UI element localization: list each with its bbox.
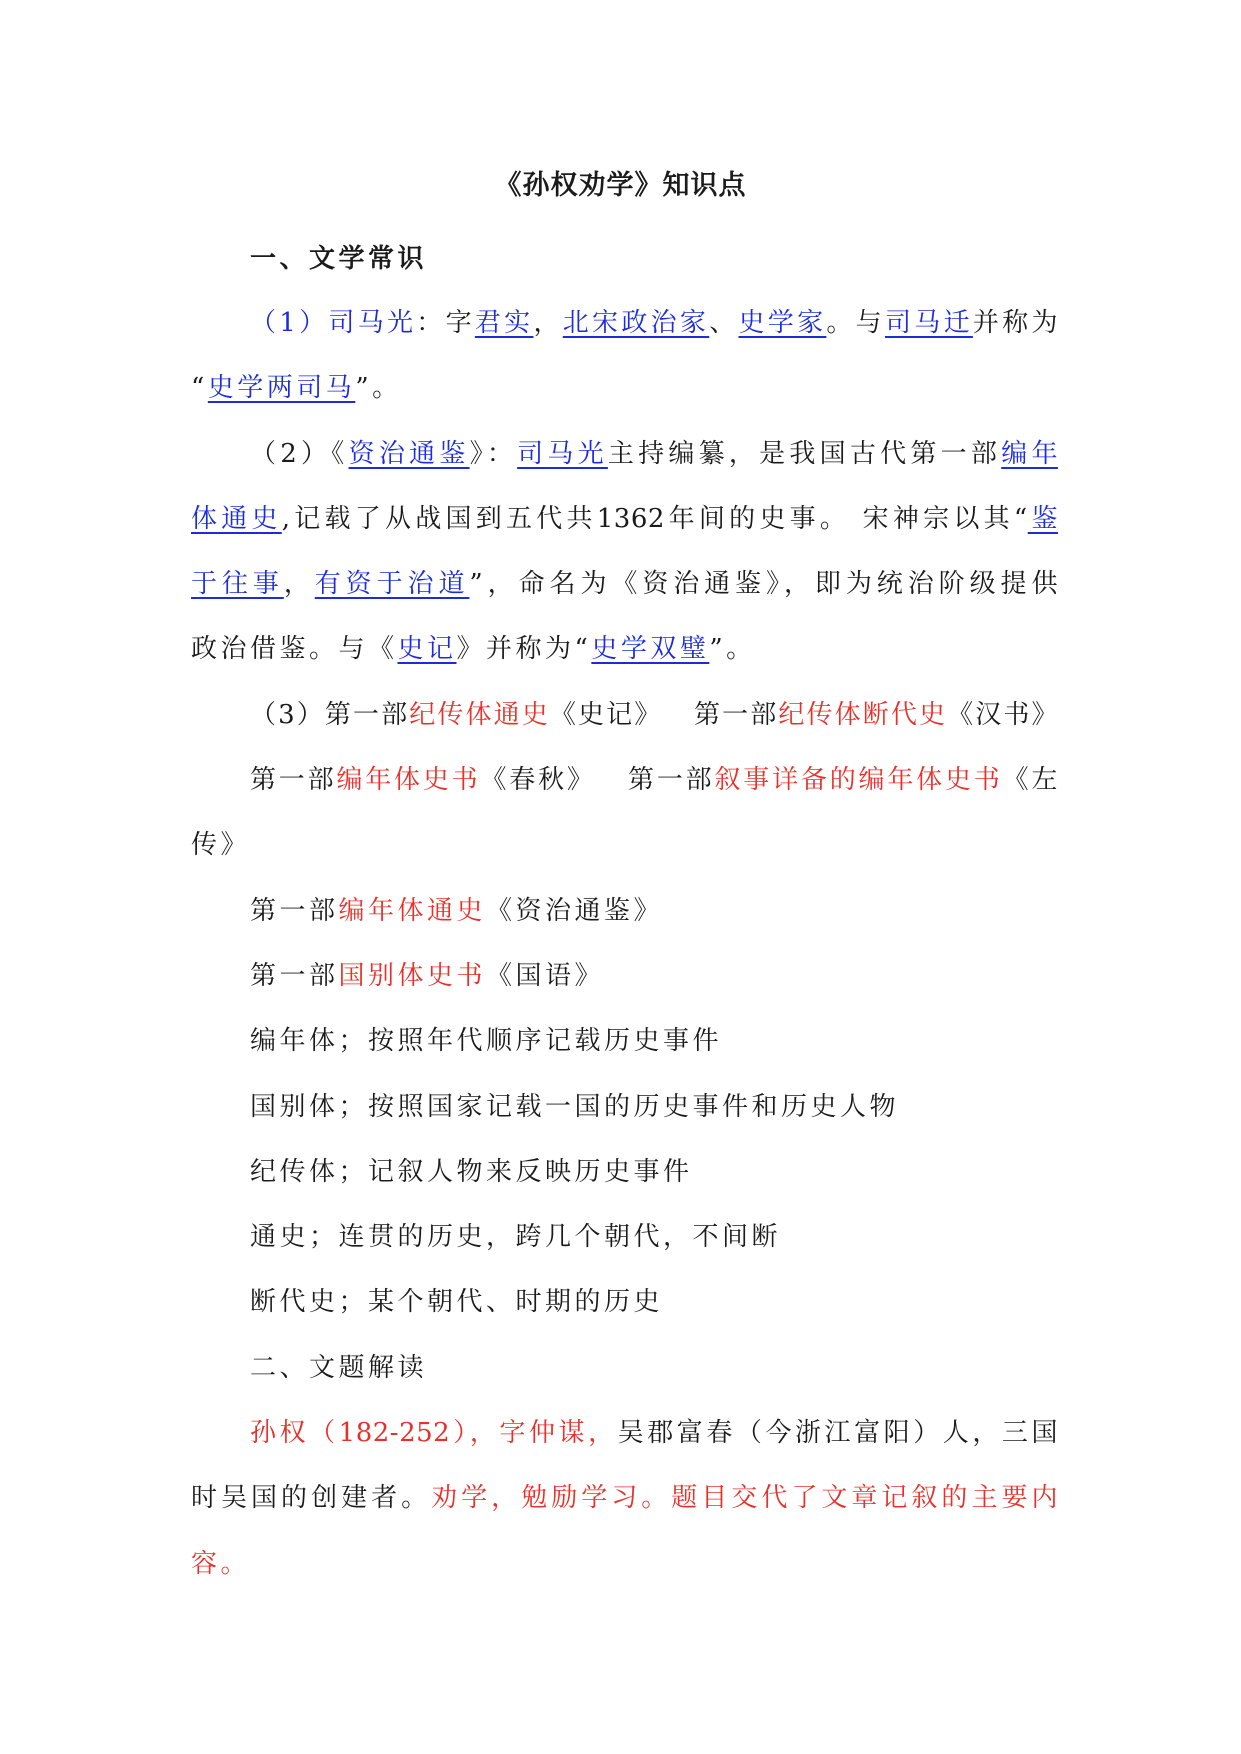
text-run: （1）司马光 bbox=[250, 308, 417, 338]
highlight-text: 容。 bbox=[191, 1548, 251, 1579]
text-run: “ bbox=[191, 373, 208, 404]
text-run: 时吴国的创建者。 bbox=[191, 1483, 432, 1514]
hyperlink[interactable]: 编年 bbox=[1001, 438, 1058, 469]
text-run: 《左 bbox=[1002, 765, 1058, 796]
highlight-text: 孙权（182-252），字仲谋， bbox=[250, 1418, 618, 1449]
hyperlink[interactable]: 史学两司马 bbox=[207, 373, 356, 404]
hyperlink[interactable]: 史记 bbox=[397, 634, 457, 665]
paragraph-line bbox=[191, 879, 1058, 944]
text-run: 第一部 bbox=[250, 960, 339, 991]
hyperlink[interactable]: 资治通鉴 bbox=[348, 438, 470, 469]
text-run: ， bbox=[533, 308, 563, 338]
text-run: 《汉书》 bbox=[947, 699, 1058, 730]
hyperlink[interactable]: 有资于治道 bbox=[314, 569, 470, 600]
document-title: 《孙权劝学》知识点 bbox=[494, 170, 747, 201]
highlight-text: 国别体史书 bbox=[338, 960, 487, 991]
paragraph-line bbox=[191, 552, 1058, 617]
hyperlink[interactable]: 北宋政治家 bbox=[562, 308, 710, 338]
highlight-text: 劝学，勉励学习。题目交代了文章记叙的主要内 bbox=[431, 1483, 1058, 1514]
paragraph-line bbox=[191, 356, 1058, 421]
hyperlink[interactable]: 史学双璧 bbox=[591, 634, 710, 665]
text-run: 《资治通鉴》 bbox=[486, 895, 664, 926]
highlight-text: 编年体史书 bbox=[336, 765, 481, 796]
text-run: 传》 bbox=[191, 830, 251, 861]
paragraph-line bbox=[191, 617, 1058, 682]
definition-line: 编年体；按照年代顺序记载历史事件 bbox=[250, 1026, 723, 1057]
paragraph-line bbox=[191, 1466, 1058, 1531]
hyperlink[interactable]: 体通史 bbox=[191, 503, 282, 534]
text-run: 吴郡富春（今浙江富阳）人，三国 bbox=[617, 1418, 1058, 1449]
text-run: （3）第一部 bbox=[250, 699, 410, 730]
definition-line: 通史；连贯的历史，跨几个朝代，不间断 bbox=[250, 1222, 782, 1253]
text-run: 《春秋》 bbox=[480, 765, 596, 796]
highlight-text: 叙事详备的编年体史书 bbox=[714, 765, 1003, 796]
text-run: 《国语》 bbox=[486, 960, 605, 991]
text-run: 第一部 bbox=[250, 765, 337, 796]
text-run: 并称为 bbox=[972, 308, 1058, 338]
text-run: 、 bbox=[709, 308, 739, 338]
paragraph-line bbox=[191, 813, 1058, 878]
highlight-text: 纪传体断代史 bbox=[778, 699, 948, 730]
text-run: ：字 bbox=[416, 308, 475, 338]
paragraph-line bbox=[191, 291, 1058, 356]
text-run: ”。 bbox=[355, 373, 402, 404]
text-run: 第一部 bbox=[250, 895, 339, 926]
text-run: ”。 bbox=[709, 634, 756, 665]
text-run: 。与 bbox=[826, 308, 885, 338]
paragraph-line bbox=[191, 944, 1058, 1009]
text-run: ,记载了从战国到五代共1362年间的史事。 宋神宗以其“ bbox=[281, 503, 1028, 534]
section-heading-title-interpretation: 二、文题解读 bbox=[250, 1352, 428, 1383]
hyperlink[interactable]: 司马迁 bbox=[884, 308, 973, 338]
text-run: 第一部 bbox=[692, 699, 779, 730]
text-run: 第一部 bbox=[625, 765, 715, 796]
text-run: （2）《 bbox=[250, 438, 349, 469]
section-heading-literary-knowledge: 一、文学常识 bbox=[250, 244, 428, 274]
text-run: ， bbox=[283, 569, 315, 600]
hyperlink[interactable]: 于往事 bbox=[191, 569, 284, 600]
paragraph-line bbox=[191, 487, 1058, 552]
text-run: 政治借鉴。与《 bbox=[191, 634, 398, 665]
paragraph-line bbox=[191, 1401, 1058, 1466]
hyperlink[interactable]: 司马光 bbox=[517, 438, 608, 469]
definition-line: 断代史；某个朝代、时期的历史 bbox=[250, 1287, 664, 1318]
text-run: 》： bbox=[469, 438, 518, 469]
hyperlink[interactable]: 史学家 bbox=[738, 308, 827, 338]
paragraph-line bbox=[191, 422, 1058, 487]
text-run: 》并称为“ bbox=[456, 634, 592, 665]
text-run: 《史记》 bbox=[549, 699, 663, 730]
definition-line: 国别体；按照国家记载一国的历史事件和历史人物 bbox=[250, 1091, 900, 1122]
text-run: ”，命名为《资治通鉴》，即为统治阶级提供 bbox=[469, 569, 1058, 600]
hyperlink[interactable]: 鉴 bbox=[1027, 503, 1058, 534]
highlight-text: 纪传体通史 bbox=[409, 699, 550, 730]
highlight-text: 编年体通史 bbox=[338, 895, 487, 926]
hyperlink[interactable]: 君实 bbox=[474, 308, 534, 338]
text-run: 主持编纂，是我国古代第一部 bbox=[607, 438, 1002, 469]
paragraph-line bbox=[191, 1532, 1058, 1597]
definition-line: 纪传体；记叙人物来反映历史事件 bbox=[250, 1156, 693, 1187]
document-body bbox=[191, 291, 1058, 1597]
paragraph-line bbox=[191, 748, 1058, 813]
paragraph-line bbox=[191, 683, 1058, 748]
